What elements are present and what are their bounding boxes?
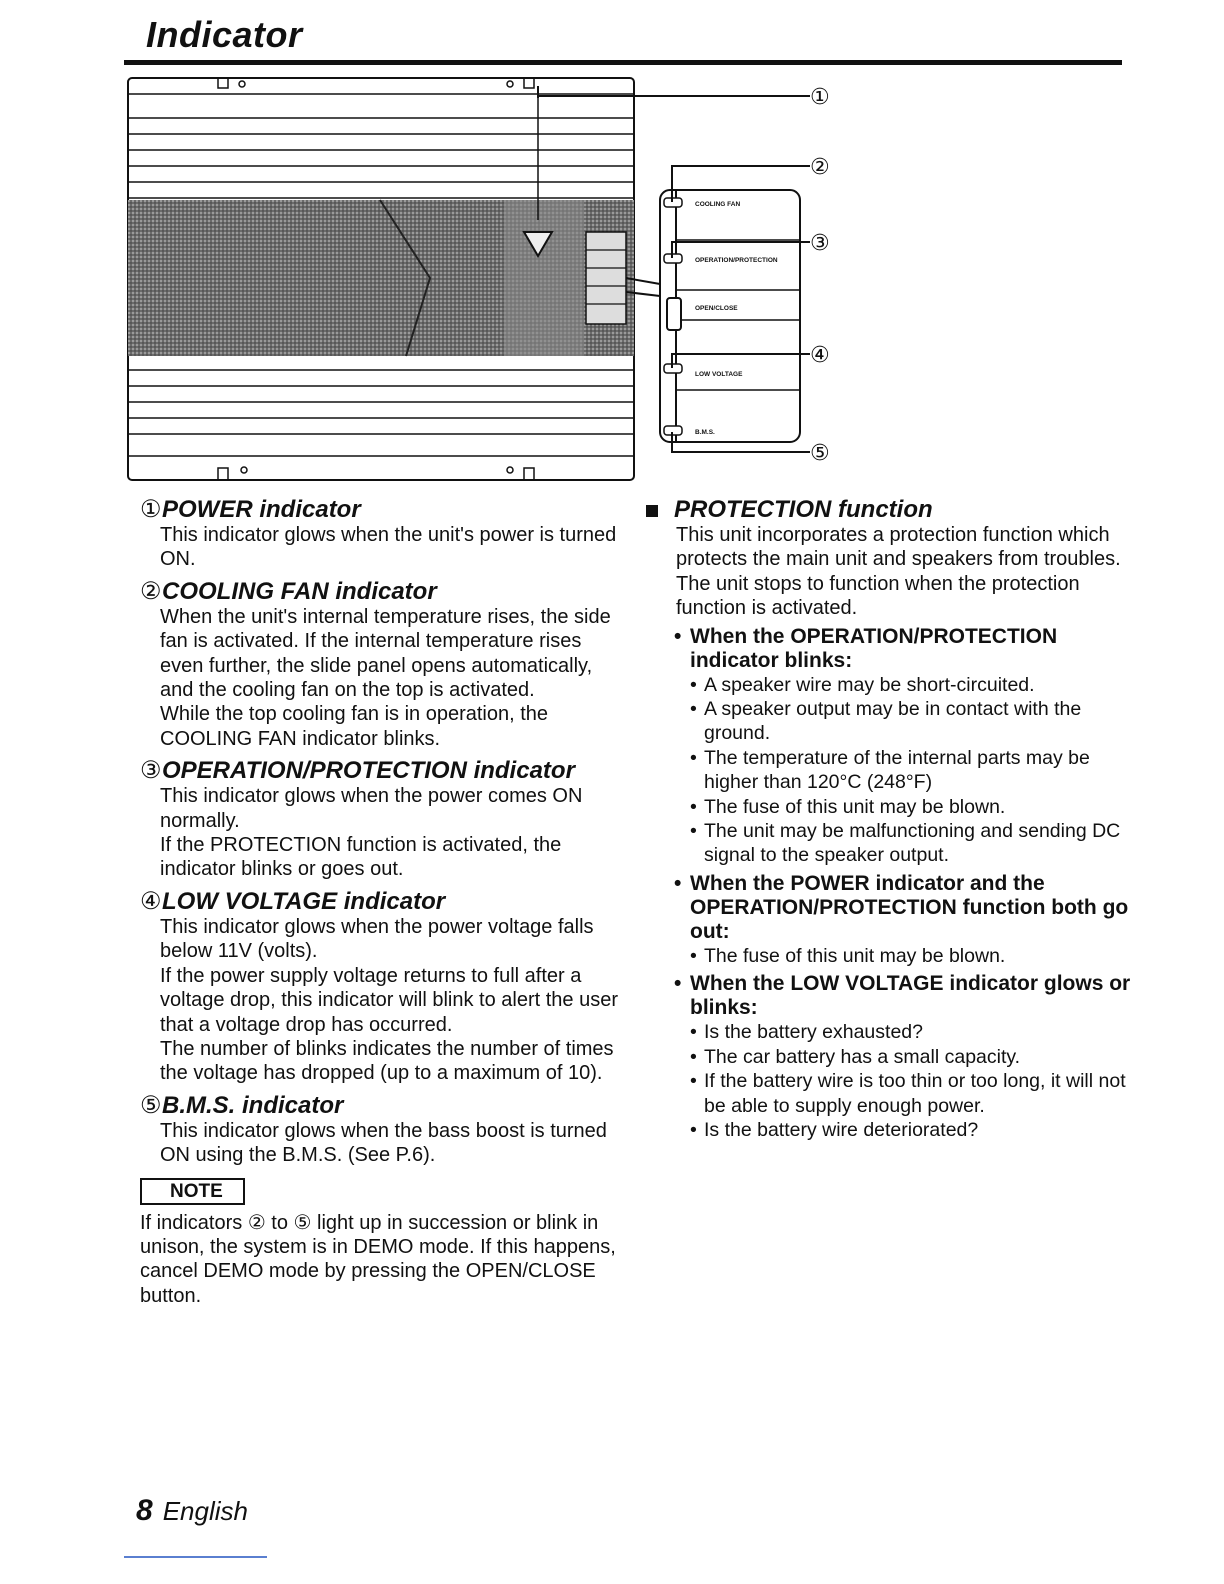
case-bullet: If the battery wire is too thin or too long, it will not be able to supply enough power. <box>704 1070 1126 1117</box>
case-bullet: The fuse of this unit may be blown. <box>704 944 1006 967</box>
page-number: 8 <box>136 1494 153 1527</box>
item-heading: POWER indicator <box>162 496 361 523</box>
case-bullet: Is the battery wire deteriorated? <box>704 1118 979 1141</box>
case-low-voltage: • When the LOW VOLTAGE indicator glows or blinks: • Is the battery exhausted? • The car battery has a small capacity. • If the battery wire is too thin or too long, it will not be able to supply enough power. • Is the battery wire deteriorated? <box>674 972 1136 1142</box>
case-both-out: • When the POWER indicator and the OPERATION/PROTECTION function both go out: • The fuse of this unit may be blown. <box>674 872 1136 968</box>
note-label: NOTE <box>140 1178 245 1205</box>
callout-2: ② <box>810 155 830 180</box>
item-number: ④ <box>140 887 162 915</box>
item-text: The number of blinks indicates the number of times the voltage has dropped (up to a maximum of 10). <box>160 1037 614 1085</box>
label-operation: OPERATION/PROTECTION <box>695 257 778 264</box>
item-number: ③ <box>140 757 162 785</box>
item-number: ② <box>140 577 162 605</box>
callout-1: ① <box>810 85 830 110</box>
case-heading: When the OPERATION/PROTECTION indicator blinks: <box>690 624 1058 672</box>
label-bms: B.M.S. <box>695 429 715 436</box>
label-open-close: OPEN/CLOSE <box>695 305 738 312</box>
case-heading: When the LOW VOLTAGE indicator glows or blinks: <box>690 972 1131 1020</box>
case-bullet: A speaker wire may be short-circuited. <box>704 673 1035 696</box>
case-heading: When the POWER indicator and the OPERATION/PROTECTION function both go out: <box>690 871 1129 943</box>
callout-4: ④ <box>810 343 830 368</box>
note-text: If indicators ② to ⑤ light up in succession or blink in unison, the system is in DEMO mode. If this happens, cancel DEMO mode by pressing the OPEN/CLOSE button. <box>140 1211 616 1307</box>
amplifier-diagram <box>120 72 860 484</box>
item-heading: OPERATION/PROTECTION indicator <box>162 757 575 785</box>
item-text: When the unit's internal temperature rises, the side fan is activated. If the internal temperature rises even further, the slide panel opens automatically, and the cooling fan on the top is activated. <box>160 605 611 702</box>
section-heading: PROTECTION function <box>674 496 933 523</box>
section-marker <box>646 505 658 517</box>
indicator-bms <box>140 1092 620 1168</box>
item-text: If the power supply voltage returns to full after a voltage drop, this indicator will blink to alert the user that a voltage drop has occurred. <box>160 964 619 1036</box>
item-number: ⑤ <box>140 1091 162 1119</box>
case-bullet: The car battery has a small capacity. <box>704 1045 1021 1068</box>
case-bullet: A speaker output may be in contact with the ground. <box>704 698 1082 745</box>
indicator-cooling-fan <box>140 578 620 751</box>
item-text: This indicator glows when the power comes ON normally. <box>160 785 583 832</box>
case-bullet: Is the battery exhausted? <box>704 1021 923 1044</box>
label-low-voltage: LOW VOLTAGE <box>695 371 743 378</box>
item-heading: COOLING FAN indicator <box>162 577 437 605</box>
case-operation-blinks: • When the OPERATION/PROTECTION indicator blinks: • A speaker wire may be short-circuited. • A speaker output may be in contact with the ground. • The temperature of the internal parts may be higher than 120°C (248°F) • The fuse of this unit may be blown. • The unit may be malfunctioning and sending DC signal to the speaker output. <box>674 625 1136 868</box>
indicator-operation-protection <box>140 757 620 882</box>
open-close-button <box>667 298 681 330</box>
page-footer <box>136 1494 248 1528</box>
item-heading: B.M.S. indicator <box>162 1091 344 1119</box>
footer-line <box>124 1556 267 1558</box>
case-bullet: The unit may be malfunctioning and sending DC signal to the speaker output. <box>704 820 1121 867</box>
section-intro: This unit incorporates a protection function which protects the main unit and speakers from troubles. The unit stops to function when the protection function is activated. <box>676 524 1121 620</box>
item-heading: LOW VOLTAGE indicator <box>162 887 446 915</box>
item-number: ① <box>140 496 162 523</box>
label-cooling-fan: COOLING FAN <box>695 201 741 208</box>
title-rule <box>124 60 1122 65</box>
item-text: While the top cooling fan is in operation, the COOLING FAN indicator blinks. <box>160 703 549 750</box>
case-bullet: The fuse of this unit may be blown. <box>704 795 1006 818</box>
item-text: This indicator glows when the unit's power is turned ON. <box>160 524 617 571</box>
indicator-low-voltage <box>140 888 620 1086</box>
footer-language: English <box>162 1496 248 1526</box>
indicator-power <box>140 496 620 572</box>
callout-5: ⑤ <box>810 441 830 466</box>
callout-3: ③ <box>810 231 830 256</box>
protection-section <box>646 496 1136 1142</box>
item-text: This indicator glows when the power voltage falls below 11V (volts). <box>160 915 594 963</box>
page-title: Indicator <box>146 14 303 55</box>
item-text: If the PROTECTION function is activated, the indicator blinks or goes out. <box>160 834 562 881</box>
indicator-list <box>140 496 620 1308</box>
item-text: This indicator glows when the bass boost is turned ON using the B.M.S. (See P.6). <box>160 1119 607 1167</box>
case-bullet: The temperature of the internal parts may be higher than 120°C (248°F) <box>704 746 1090 794</box>
